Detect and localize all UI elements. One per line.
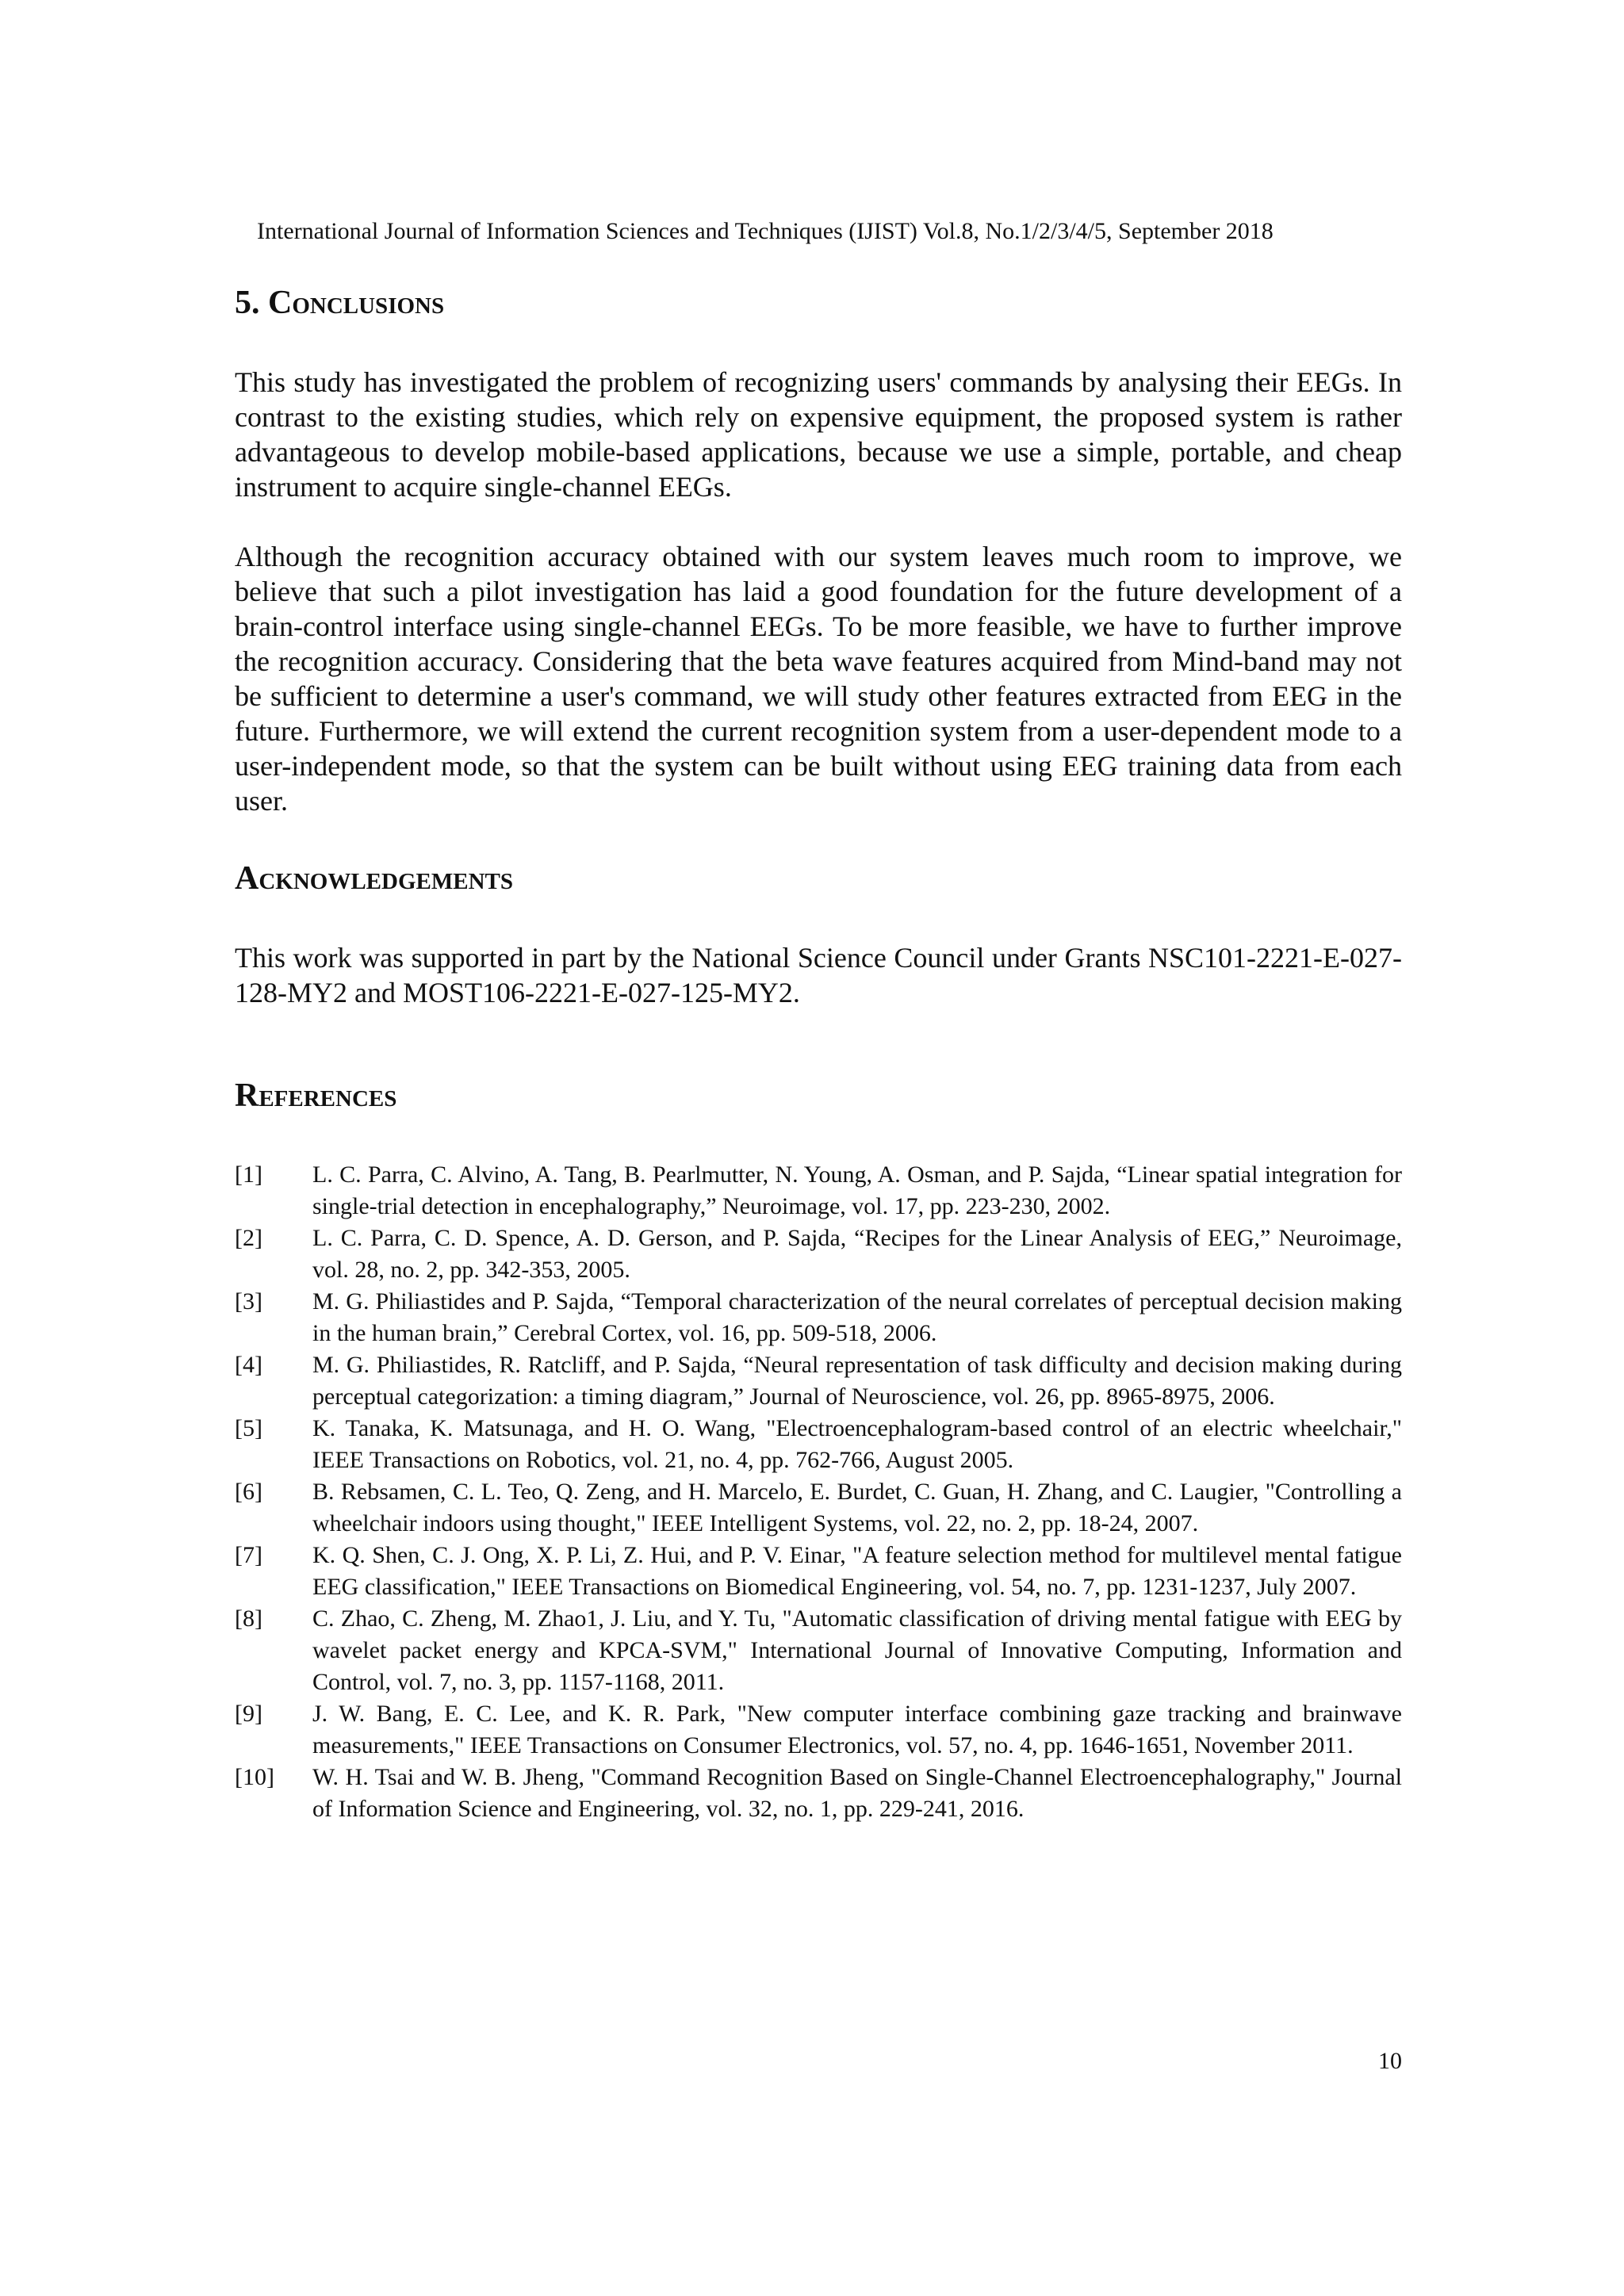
reference-text: M. G. Philiastides and P. Sajda, “Temporal characterization of the neural correlates of perceptual decision making in the human brain,” Cerebral Cortex, vol. 16, pp. 509-518, 2006. (312, 1288, 1402, 1346)
running-header: International Journal of Information Sciences and Techniques (IJIST) Vol.8, No.1/2/3/4/5, September 2018 (257, 218, 1274, 244)
reference-text: B. Rebsamen, C. L. Teo, Q. Zeng, and H. Marcelo, E. Burdet, C. Guan, H. Zhang, and C. Laugier, "Controlling a wheelchair indoors using thought," IEEE Intelligent Systems, vol. 22, no. 2, pp. 18-24, 2007. (312, 1479, 1402, 1536)
reference-text: K. Q. Shen, C. J. Ong, X. P. Li, Z. Hui, and P. V. Einar, "A feature selection method for multilevel mental fatigue EEG classification," IEEE Transactions on Biomedical Engineering, vol. 54, no. 7, pp. 1231-1237, July 2007. (312, 1542, 1402, 1600)
reference-item (235, 1159, 1402, 1223)
reference-text: W. H. Tsai and W. B. Jheng, "Command Recognition Based on Single-Channel Electroencephalography," Journal of Information Science and Engineering, vol. 32, no. 1, pp. 229-241, 2016. (312, 1764, 1402, 1822)
reference-number: [10] (235, 1764, 274, 1790)
conclusions-paragraph-1: This study has investigated the problem of recognizing users' commands by analysing their EEGs. In contrast to the existing studies, which rely on expensive equipment, the proposed system is rather advantageous to develop mobile-based applications, because we use a simple, portable, and cheap instrument to acquire single-channel EEGs. (235, 366, 1402, 503)
reference-number: [6] (235, 1479, 262, 1505)
reference-number: [9] (235, 1701, 262, 1727)
reference-number: [8] (235, 1605, 262, 1632)
reference-item (235, 1413, 1402, 1476)
reference-item (235, 1349, 1402, 1413)
reference-text: C. Zhao, C. Zheng, M. Zhao1, J. Liu, and Y. Tu, "Automatic classification of driving mental fatigue with EEG by wavelet packet energy and KPCA-SVM," International Journal of Innovative Computing, Information and Control, vol. 7, no. 3, pp. 1157-1168, 2011. (312, 1605, 1402, 1695)
conclusions-heading: 5. Conclusions (235, 285, 445, 321)
reference-text: L. C. Parra, C. D. Spence, A. D. Gerson, and P. Sajda, “Recipes for the Linear Analysis of EEG,” Neuroimage, vol. 28, no. 2, pp. 342-353, 2005. (312, 1225, 1402, 1283)
reference-item (235, 1698, 1402, 1762)
reference-text: L. C. Parra, C. Alvino, A. Tang, B. Pearlmutter, N. Young, A. Osman, and P. Sajda, “Linear spatial integration for single-trial detection in encephalography,” Neuroimage, vol. 17, pp. 223-230, 2002. (312, 1161, 1402, 1219)
acknowledgements-heading: Acknowledgements (235, 860, 513, 897)
reference-item (235, 1476, 1402, 1540)
reference-text: M. G. Philiastides, R. Ratcliff, and P. Sajda, “Neural representation of task difficulty and decision making during perceptual categorization: a timing diagram,” Journal of Neuroscience, vol. 26, pp. 8965-8975, 2006. (312, 1352, 1402, 1410)
reference-text: J. W. Bang, E. C. Lee, and K. R. Park, "New computer interface combining gaze tracking and brainwave measurements," IEEE Transactions on Consumer Electronics, vol. 57, no. 4, pp. 1646-1651, November 2011. (312, 1701, 1402, 1758)
reference-item (235, 1603, 1402, 1698)
reference-item (235, 1762, 1402, 1825)
reference-number: [5] (235, 1415, 262, 1441)
references-heading: References (235, 1077, 397, 1114)
reference-number: [2] (235, 1225, 262, 1251)
conclusions-paragraph-2: Although the recognition accuracy obtained with our system leaves much room to improve, we believe that such a pilot investigation has laid a good foundation for the future development of a brain-control interface using single-channel EEGs. To be more feasible, we have to further improve the recognition accuracy. Considering that the beta wave features acquired from Mind-band may not be sufficient to determine a user's command, we will study other features extracted from EEG in the future. Furthermore, we will extend the current recognition system from a user-dependent mode to a user-independent mode, so that the system can be built without using EEG training data from each user. (235, 541, 1402, 817)
reference-number: [7] (235, 1542, 262, 1568)
reference-item (235, 1540, 1402, 1603)
reference-text: K. Tanaka, K. Matsunaga, and H. O. Wang, "Electroencephalogram-based control of an electric wheelchair," IEEE Transactions on Robotics, vol. 21, no. 4, pp. 762-766, August 2005. (312, 1415, 1402, 1473)
reference-item (235, 1286, 1402, 1349)
page-number: 10 (1378, 2048, 1402, 2074)
reference-item (235, 1223, 1402, 1286)
reference-list (235, 1159, 1402, 1825)
reference-number: [4] (235, 1352, 262, 1378)
acknowledgements-paragraph: This work was supported in part by the National Science Council under Grants NSC101-2221-E-027-128-MY2 and MOST106-2221-E-027-125-MY2. (235, 942, 1402, 1008)
reference-number: [3] (235, 1288, 262, 1314)
reference-number: [1] (235, 1161, 262, 1188)
